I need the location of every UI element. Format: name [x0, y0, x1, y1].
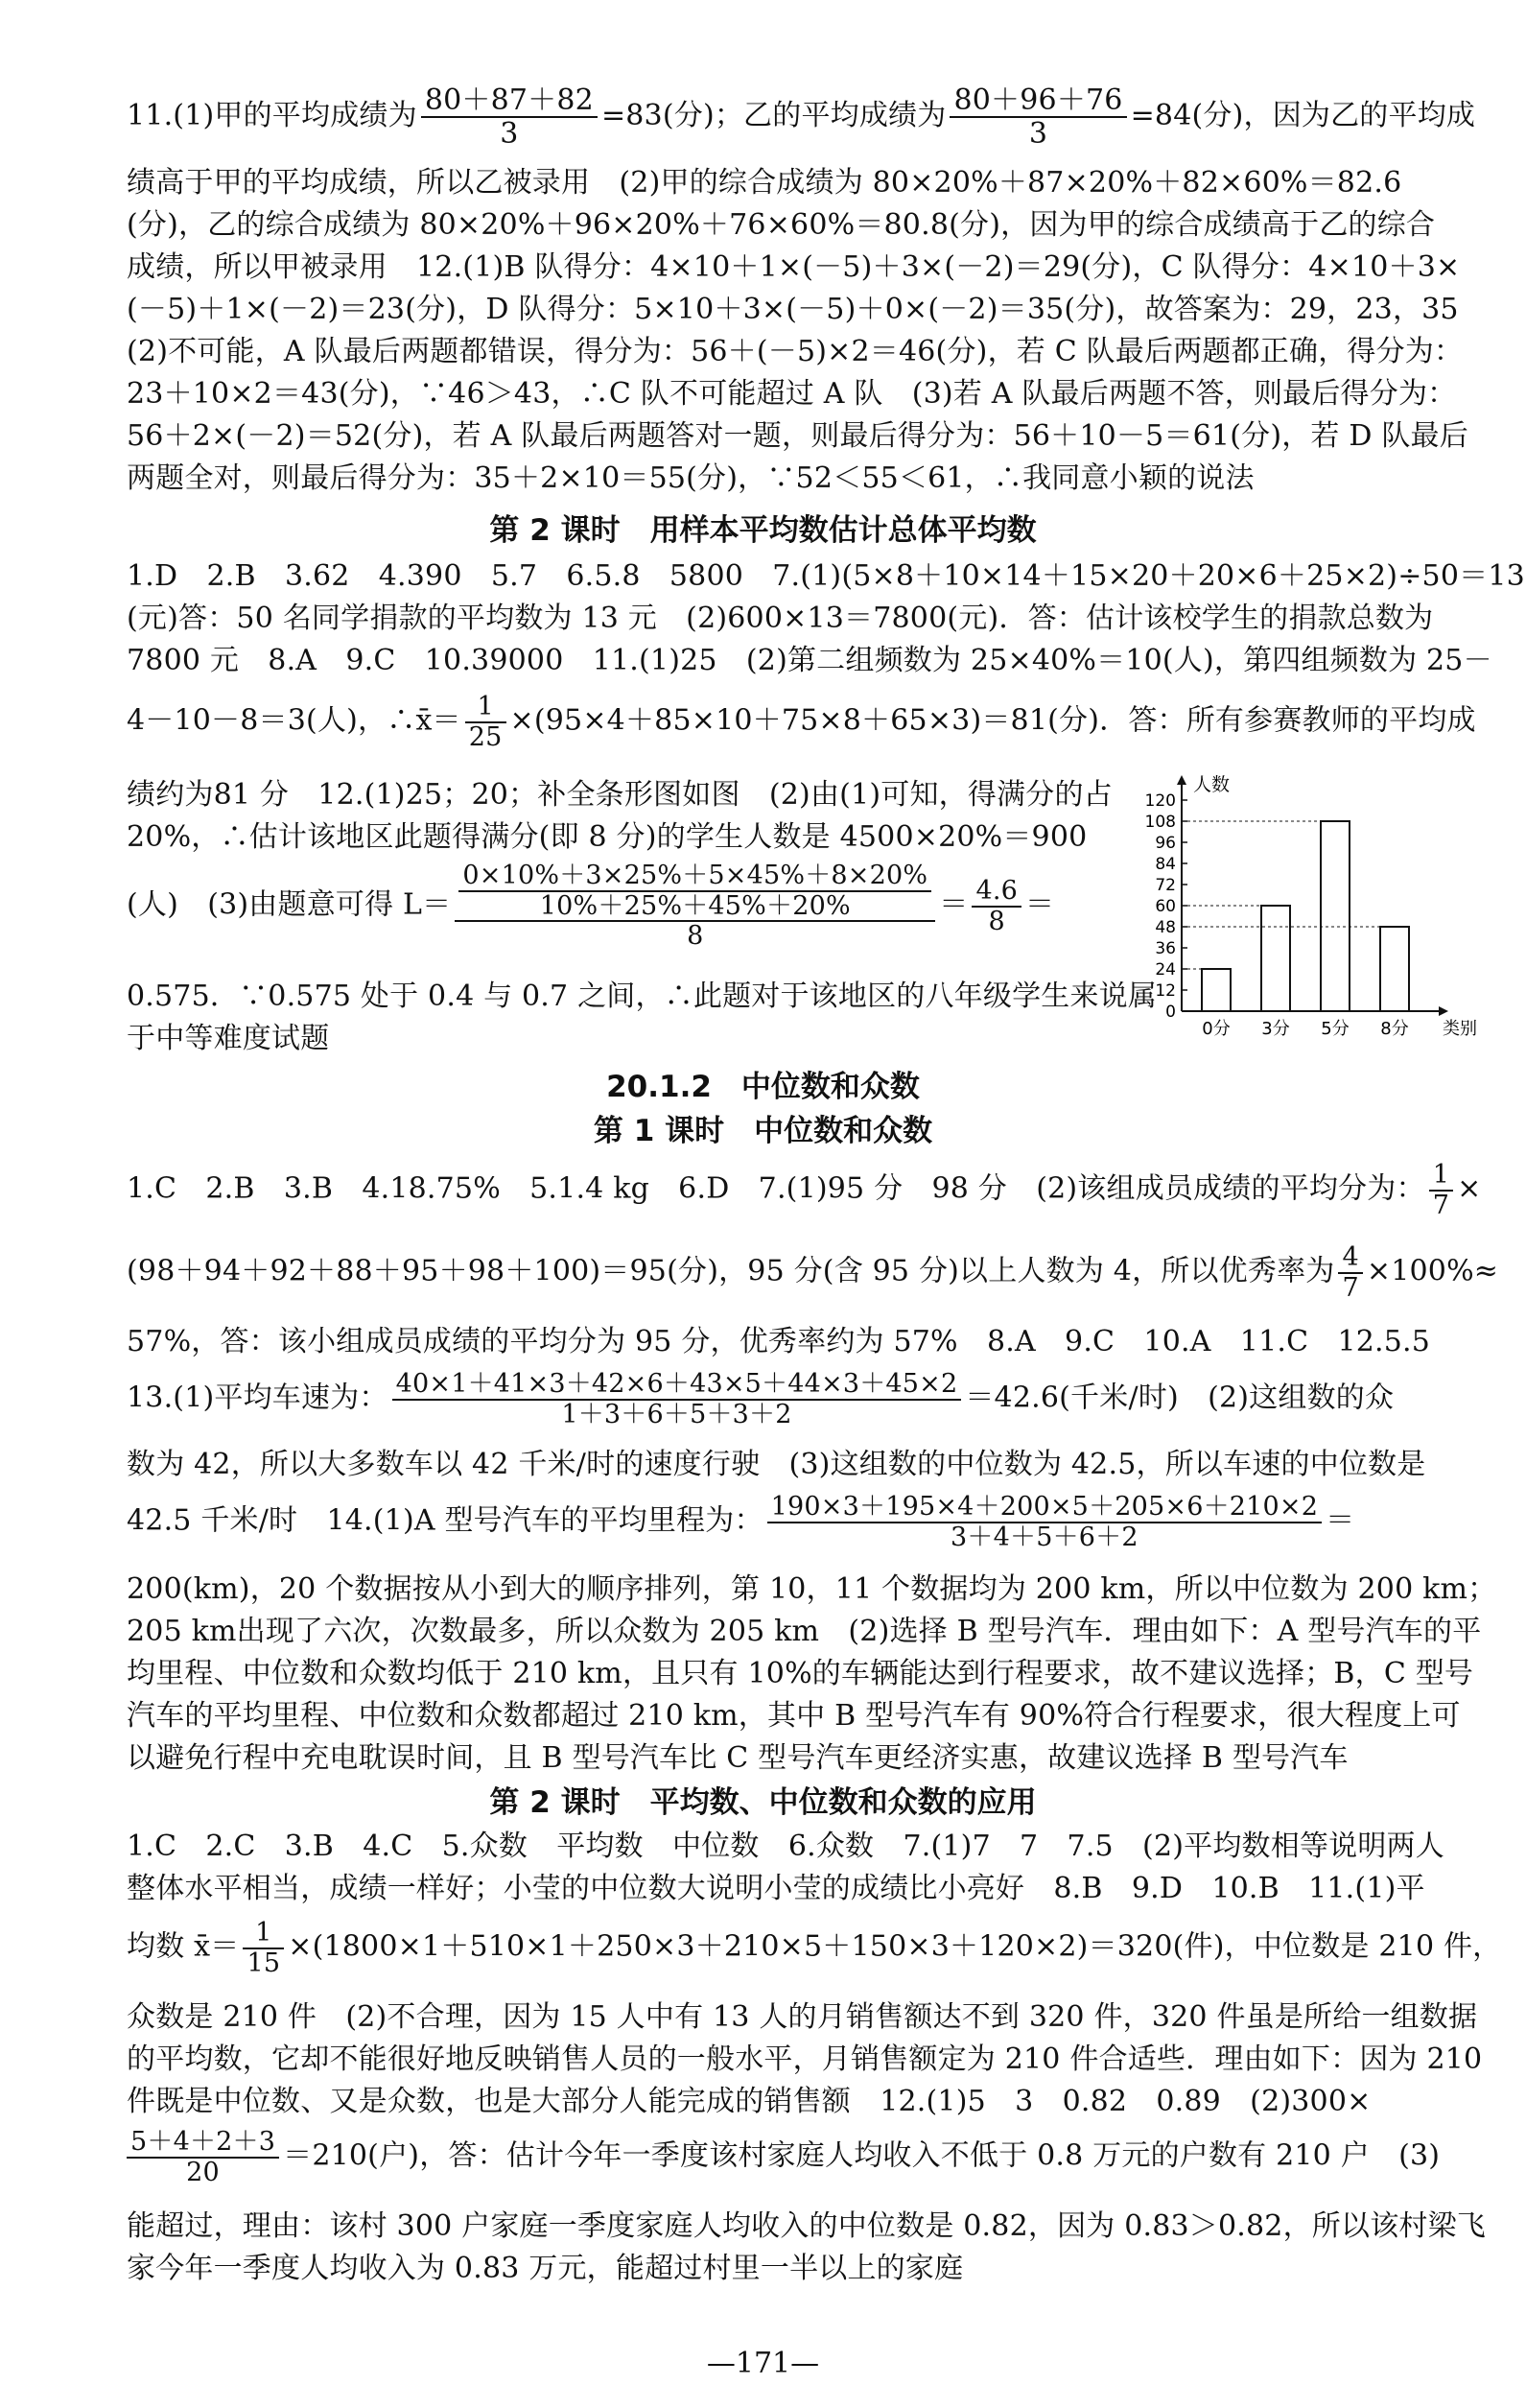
y-tick-label: 0: [1165, 1003, 1176, 1022]
text-line: (分)，乙的综合成绩为 80×20%＋96×20%＋76×60%＝80.8(分)，因为甲的综合成绩高于乙的综合: [127, 208, 1436, 242]
text-segment: =83(分)；乙的平均成绩为: [600, 99, 947, 132]
fraction-denominator: 8: [687, 921, 704, 952]
fraction-denominator: 3＋4＋5＋6＋2: [951, 1522, 1139, 1552]
fraction-numerator: 1: [465, 693, 506, 723]
fraction-numerator: 0×10%＋3×25%＋5×45%＋8×20%: [458, 862, 931, 892]
text-line: 整体水平相当，成绩一样好；小莹的中位数大说明小莹的成绩比小亮好 8.B 9.D 10.B 11.(1)平: [127, 1872, 1425, 1905]
text-line: 绩高于甲的平均成绩，所以乙被录用 (2)甲的综合成绩为 80×20%＋87×20%＋82×60%＝82.6: [127, 166, 1402, 200]
y-tick-label: 60: [1155, 897, 1176, 916]
fraction: [972, 877, 1021, 935]
text-line: 均里程、中位数和众数均低于 210 km，且只有 10%的车辆能达到行程要求，故不建议选择；B，C 型号: [127, 1657, 1474, 1690]
y-tick-label: 96: [1155, 834, 1176, 853]
text-line: [127, 1493, 1443, 1566]
chart-bar: [1380, 927, 1409, 1011]
chart-bar: [1321, 821, 1350, 1011]
text-line: 两题全对，则最后得分为：35＋2×10＝55(分)，∵52＜55＜61，∴我同意小颖的说法: [127, 461, 1255, 495]
fraction: [465, 693, 506, 751]
y-tick-label: 120: [1144, 791, 1176, 811]
nested-fraction: [458, 862, 931, 920]
text-line: [127, 1242, 1499, 1316]
text-line: 件既是中位数、又是众数，也是大部分人能完成的销售额 12.(1)5 3 0.82 0.89 (2)300×: [127, 2085, 1372, 2118]
fraction-denominator: 1＋3＋6＋5＋3＋2: [561, 1399, 792, 1429]
fraction: [127, 2128, 279, 2186]
text-segment: ＝: [1024, 887, 1055, 922]
fraction-denominator: 20: [186, 2157, 220, 2187]
text-segment: 1.C 2.B 3.B 4.18.75% 5.1.4 kg 6.D 7.(1)95 分 98 分 (2)该组成员成绩的平均分为：: [127, 1171, 1425, 1206]
text-line: 能超过，理由：该村 300 户家庭一季度家庭人均收入的中位数是 0.82，因为 0.83＞0.82，所以该村梁飞: [127, 2209, 1486, 2243]
text-line: 数为 42，所以大多数车以 42 千米/时的速度行驶 (3)这组数的中位数为 42.5，所以车速的中位数是: [127, 1448, 1426, 1481]
y-tick-label: 72: [1155, 876, 1176, 895]
y-tick-label: 48: [1155, 918, 1176, 937]
section-heading: 第 2 课时 平均数、中位数和众数的应用: [489, 1785, 1037, 1820]
text-segment: (98＋94＋92＋88＋95＋98＋100)＝95(分)，95 分(含 95 分)以上人数为 4，所以优秀率为: [127, 1254, 1335, 1288]
text-line: 绩约为81 分 12.(1)25；20；补全条形图如图 (2)由(1)可知，得满分的占: [127, 778, 1113, 812]
fraction: [243, 1919, 284, 1977]
text-line: 0.575．∵0.575 处于 0.4 与 0.7 之间，∴此题对于该地区的八年级学生来说属: [127, 980, 1158, 1013]
fraction-denominator: 15: [247, 1948, 281, 1978]
text-line: (－5)＋1×(－2)＝23(分)，D 队得分：5×10＋3×(－5)＋0×(－2)＝35(分)，故答案为：29，23，35: [127, 293, 1459, 326]
text-line: 20%，∴估计该地区此题得满分(即 8 分)的学生人数是 4500×20%＝900: [127, 820, 1088, 854]
fraction-denominator: 7: [1432, 1190, 1450, 1220]
text-segment: ×(1800×1＋510×1＋250×3＋210×5＋150×3＋120×2)＝320(件)，中位数是 210 件，: [288, 1929, 1502, 1964]
x-tick-label: 0分: [1202, 1019, 1231, 1039]
text-line: [127, 2128, 1443, 2201]
text-line: 的平均数，它却不能很好地反映销售人员的一般水平，月销售额定为 210 件合适些．理由如下：因为 210: [127, 2042, 1483, 2076]
x-tick-label: 3分: [1261, 1019, 1290, 1039]
text-segment: ×: [1457, 1171, 1482, 1206]
fraction-numerator: 40×1＋41×3＋42×6＋43×5＋44×3＋45×2: [392, 1370, 962, 1401]
fraction-numerator: 1: [243, 1919, 284, 1949]
text-line: 57%，答：该小组成员成绩的平均分为 95 分，优秀率约为 57% 8.A 9.C 10.A 11.C 12.5.5: [127, 1325, 1431, 1358]
text-segment: ＝42.6(千米/时) (2)这组数的众: [965, 1381, 1395, 1415]
text-segment: ×100%≈: [1366, 1254, 1499, 1288]
fraction-numerator: 4.6: [972, 877, 1021, 908]
y-tick-label: 36: [1155, 939, 1176, 958]
text-line: (元)答：50 名同学捐款的平均数为 13 元 (2)600×13＝7800(元)．答：估计该校学生的捐款总数为: [127, 602, 1434, 635]
fraction-denominator: 25: [468, 721, 503, 752]
text-line: [127, 1370, 1443, 1443]
page-number: —171—: [706, 2347, 820, 2380]
fraction-denominator: 7: [1342, 1272, 1359, 1303]
text-line: 1.C 2.C 3.B 4.C 5.众数 平均数 中位数 6.众数 7.(1)7 7 7.5 (2)平均数相等说明两人: [127, 1830, 1444, 1863]
section-heading: 第 1 课时 中位数和众数: [593, 1114, 933, 1148]
text-segment: 42.5 千米/时 14.(1)A 型号汽车的平均里程为：: [127, 1503, 763, 1538]
text-segment: 4－10－8＝3(人)，∴x̄＝: [127, 703, 461, 738]
section-heading: 20.1.2 中位数和众数: [606, 1070, 920, 1104]
x-tick-label: 8分: [1380, 1019, 1409, 1039]
y-tick-label: 108: [1144, 813, 1176, 832]
fraction-numerator: 80＋87＋82: [421, 84, 598, 118]
text-segment: ×(95×4＋85×10＋75×8＋65×3)＝81(分)．答：所有参赛教师的平均成: [509, 703, 1476, 738]
fraction-numerator: 80＋96＋76: [950, 84, 1126, 118]
y-axis-arrow-icon: [1177, 775, 1186, 785]
fraction: [392, 1370, 962, 1428]
chart-bar: [1202, 969, 1231, 1011]
chart-y-axis-label: 人数: [1193, 774, 1231, 795]
chart-x-axis-label: 类别: [1443, 1019, 1477, 1039]
y-tick-label: 12: [1155, 981, 1176, 1001]
fraction-numerator: [455, 862, 935, 922]
fraction-denominator: 3: [500, 117, 519, 151]
fraction: [421, 84, 598, 150]
text-line: 205 km出现了六次，次数最多，所以众数为 205 km (2)选择 B 型号汽车．理由如下：A 型号汽车的平: [127, 1615, 1482, 1648]
x-tick-label: 5分: [1321, 1019, 1350, 1039]
chart-bars: [1182, 821, 1409, 1011]
fraction: [1429, 1161, 1453, 1219]
fraction: [767, 1493, 1322, 1551]
text-line: 成绩，所以甲被录用 12.(1)B 队得分：4×10＋1×(－5)＋3×(－2)＝29(分)，C 队得分：4×10＋3×: [127, 250, 1461, 284]
text-line: [127, 83, 1476, 151]
text-line: 56＋2×(－2)＝52(分)，若 A 队最后两题答对一题，则最后得分为：56＋10－5＝61(分)，若 D 队最后: [127, 419, 1468, 453]
fraction: [950, 84, 1126, 150]
text-line: (2)不可能，A 队最后两题都错误，得分为：56＋(－5)×2＝46(分)，若 C 队最后两题都正确，得分为：: [127, 335, 1464, 368]
text-line: [127, 862, 1129, 973]
fraction-denominator: 10%＋25%＋45%＋20%: [539, 890, 851, 921]
x-axis-arrow-icon: [1439, 1006, 1448, 1016]
text-line: 200(km)，20 个数据按从小到大的顺序排列，第 10，11 个数据均为 200 km，所以中位数为 200 km；: [127, 1572, 1497, 1606]
text-segment: ＝: [939, 887, 969, 922]
text-segment: 13.(1)平均车速为：: [127, 1381, 388, 1415]
y-tick-label: 84: [1155, 855, 1176, 874]
fraction-numerator: 1: [1429, 1161, 1453, 1192]
fraction-numerator: 5＋4＋2＋3: [127, 2128, 279, 2159]
fraction-numerator: 190×3＋195×4＋200×5＋205×6＋210×2: [767, 1493, 1322, 1523]
text-line: 7800 元 8.A 9.C 10.39000 11.(1)25 (2)第二组频数为 25×40%＝10(人)，第四组频数为 25－: [127, 644, 1492, 677]
text-segment: ＝210(户)，答：估计今年一季度该村家庭人均收入不低于 0.8 万元的户数有 210 户 (3): [283, 2138, 1441, 2173]
text-segment: 11.(1)甲的平均成绩为: [127, 99, 417, 132]
text-line: 以避免行程中充电耽误时间，且 B 型号汽车比 C 型号汽车更经济实惠，故建议选择 B 型号汽车: [127, 1741, 1349, 1775]
text-segment: ＝: [1326, 1503, 1355, 1538]
bar-chart: [1141, 773, 1477, 1051]
text-line: [127, 692, 1476, 766]
text-segment: (人) (3)由题意可得 L＝: [127, 887, 452, 922]
chart-x-labels: [1202, 1019, 1408, 1039]
text-line: [127, 1918, 1502, 1992]
text-line: 于中等难度试题: [127, 1022, 330, 1055]
text-line: 汽车的平均里程、中位数和众数都超过 210 km，其中 B 型号汽车有 90%符合行程要求，很大程度上可: [127, 1699, 1461, 1733]
text-line: 1.D 2.B 3.62 4.390 5.7 6.5.8 5800 7.(1)(5×8＋10×14＋15×20＋20×6＋25×2)÷50＝13: [127, 559, 1525, 593]
fraction-numerator: 4: [1338, 1243, 1362, 1274]
chart-bar: [1261, 906, 1290, 1011]
y-tick-label: 24: [1155, 960, 1176, 980]
fraction: [455, 862, 935, 951]
text-line: 23＋10×2＝43(分)，∵46＞43，∴C 队不可能超过 A 队 (3)若 A 队最后两题不答，则最后得分为：: [127, 377, 1457, 411]
text-segment: =84(分)，因为乙的平均成: [1130, 99, 1476, 132]
fraction: [1338, 1243, 1362, 1302]
text-line: [127, 1160, 1482, 1234]
text-line: 众数是 210 件 (2)不合理，因为 15 人中有 13 人的月销售额达不到 320 件，320 件虽是所给一组数据: [127, 2000, 1478, 2034]
fraction-denominator: 3: [1028, 117, 1048, 151]
section-heading: 第 2 课时 用样本平均数估计总体平均数: [489, 513, 1037, 548]
text-segment: 均数 x̄＝: [127, 1929, 240, 1964]
text-line: 家今年一季度人均收入为 0.83 万元，能超过村里一半以上的家庭: [127, 2252, 964, 2285]
fraction-denominator: 8: [988, 906, 1005, 936]
